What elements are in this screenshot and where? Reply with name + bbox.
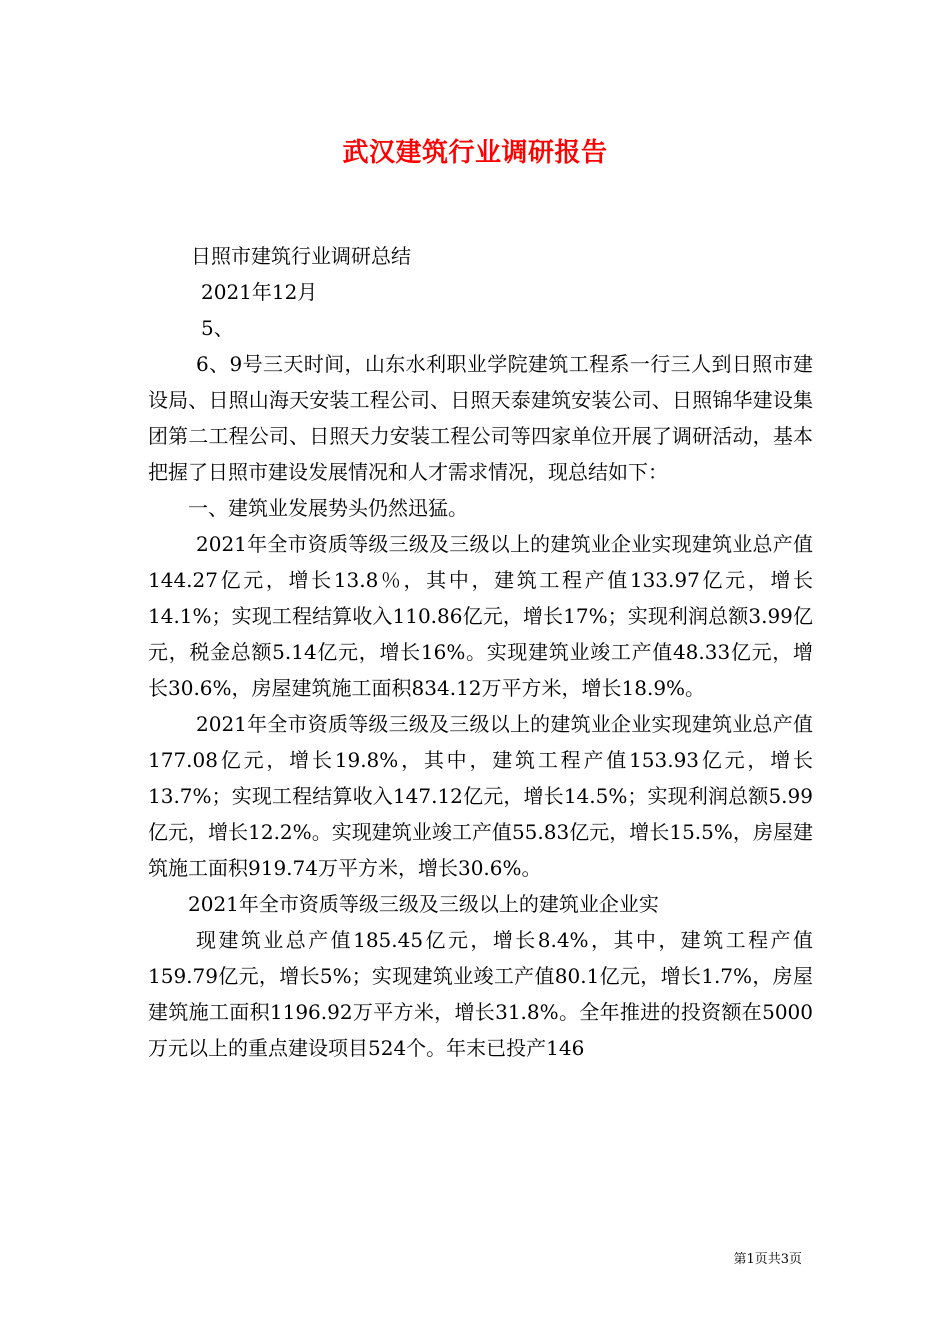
document-date: 2021年12月 [201, 280, 318, 304]
paragraph-intro: 6、9号三天时间，山东水利职业学院建筑工程系一行三人到日照市建设局、日照山海天安装工程公司、日照天泰建筑安装公司、日照锦华建设集团第二工程公司、日照天力安装工程公司等四家单位开展了调研活动，基本把握了日照市建设发展情况和人才需求情况，现总结如下： [148, 352, 813, 484]
document-body [148, 238, 813, 1066]
paragraph-stats-3-lead: 2021年全市资质等级三级及三级以上的建筑业企业实 [188, 892, 659, 916]
document-subtitle: 日照市建筑行业调研总结 [191, 244, 411, 268]
item-number: 5、 [201, 316, 234, 340]
paragraph-stats-1: 2021年全市资质等级三级及三级以上的建筑业企业实现建筑业总产值144.27亿元，增长13.8％，其中，建筑工程产值133.97亿元，增长14.1%；实现工程结算收入110.86亿元，增长17%；实现利润总额3.99亿元，税金总额5.14亿元，增长16%。实现建筑业竣工产值48.33亿元，增长30.6%，房屋建筑施工面积834.12万平方米，增长18.9%。 [148, 532, 813, 700]
page-number: 第1页共3页 [733, 1252, 802, 1267]
section-heading: 一、建筑业发展势头仍然迅猛。 [188, 496, 468, 520]
document-title: 武汉建筑行业调研报告 [342, 138, 608, 168]
paragraph-stats-2: 2021年全市资质等级三级及三级以上的建筑业企业实现建筑业总产值177.08亿元，增长19.8%，其中，建筑工程产值153.93亿元，增长13.7%；实现工程结算收入147.12亿元，增长14.5%；实现利润总额5.99亿元，增长12.2%。实现建筑业竣工产值55.83亿元，增长15.5%，房屋建筑施工面积919.74万平方米，增长30.6%。 [148, 712, 813, 880]
paragraph-stats-3: 现建筑业总产值185.45亿元，增长8.4%，其中，建筑工程产值159.79亿元，增长5%；实现建筑业竣工产值80.1亿元，增长1.7%，房屋建筑施工面积1196.92万平方米，增长31.8%。全年推进的投资额在5000万元以上的重点建设项目524个。年末已投产146 [148, 928, 813, 1060]
